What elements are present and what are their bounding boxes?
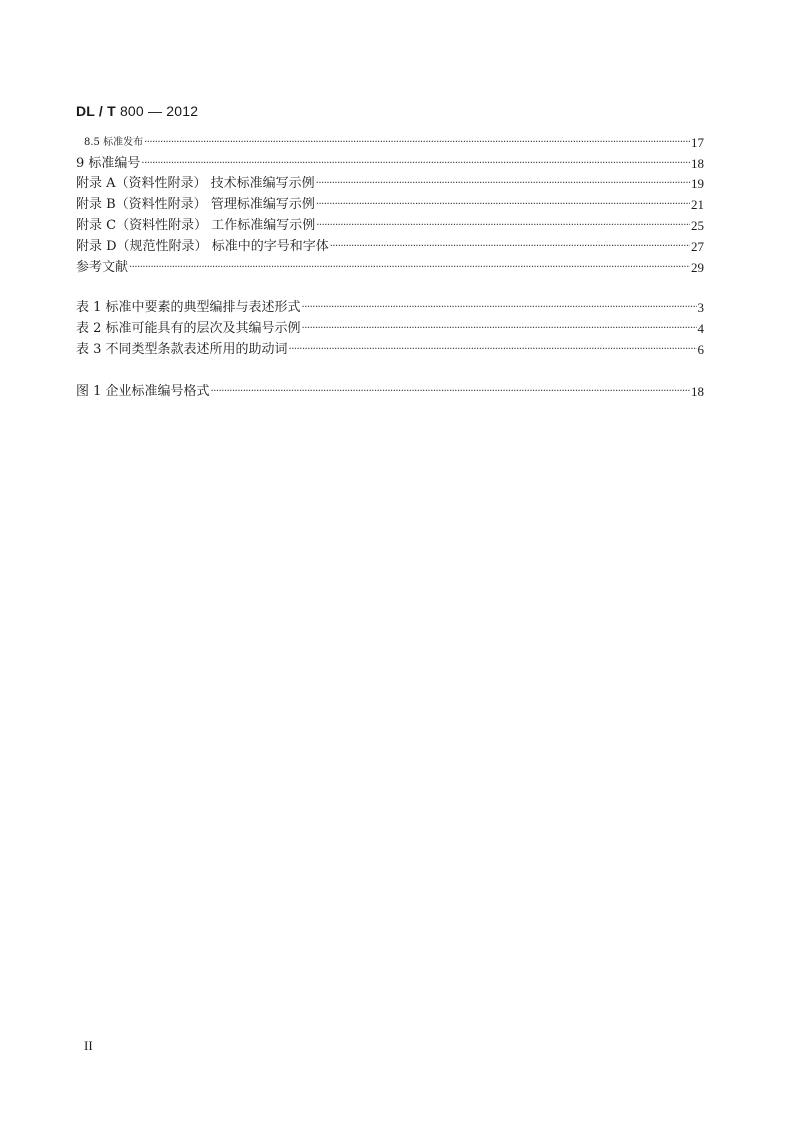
dot-leader [330,240,690,254]
toc-entry-appendix-c[interactable] [76,216,704,236]
toc-entry-label: 附录 C（资料性附录） 工作标准编写示例 [76,218,316,233]
toc-entry-label: 附录 D（规范性附录） 标准中的字号和字体 [76,239,329,254]
dot-leader [141,157,690,171]
toc-entry-appendix-d[interactable] [76,237,704,257]
table-entry-page: 4 [697,321,704,336]
figure-entry-page: 18 [691,384,704,399]
toc-entry-page: 17 [691,135,704,150]
toc-entry-page: 18 [691,156,704,171]
dot-leader [316,219,690,233]
toc-entry-page: 21 [691,197,704,212]
table-entry-label: 表 2 标准可能具有的层次及其编号示例 [76,321,301,336]
toc-entry-references[interactable] [76,258,704,278]
table-entry-page: 6 [697,342,704,357]
dot-leader [316,198,690,212]
toc-entry-label: 附录 B（资料性附录） 管理标准编写示例 [76,197,315,212]
toc-entry-label: 9 标准编号 [76,156,141,171]
page-number: II [84,1038,93,1053]
figure-list-entry-1[interactable] [76,382,704,402]
dot-leader [302,301,697,315]
dot-leader [302,322,697,336]
table-entry-label: 表 3 不同类型条款表述所用的助动词 [76,342,288,357]
table-entry-page: 3 [697,300,704,315]
table-list-entry-2[interactable] [76,319,704,339]
dot-leader [316,177,690,191]
dot-leader [144,136,690,150]
standard-prefix: DL / T [76,103,116,119]
toc-entry-label: 附录 A（资料性附录） 技术标准编写示例 [76,176,315,191]
table-entry-label: 表 1 标准中要素的典型编排与表述形式 [76,300,301,315]
toc-entry-label: 8.5 标准发布 [84,137,144,148]
document-header [76,103,198,119]
dot-leader [289,343,697,357]
toc-entry-page: 19 [691,176,704,191]
toc-entry-appendix-b[interactable] [76,195,704,215]
table-list-entry-1[interactable] [76,298,704,318]
toc-entry-8-5[interactable] [84,133,704,153]
toc-entry-appendix-a[interactable] [76,174,704,194]
standard-number: 800 — 2012 [119,103,199,119]
toc-entry-page: 29 [691,260,704,275]
toc-entry-page: 25 [691,218,704,233]
dot-leader [129,261,690,275]
table-list-entry-3[interactable] [76,340,704,360]
toc-entry-9[interactable] [76,154,704,174]
figure-entry-label: 图 1 企业标准编号格式 [76,384,210,399]
toc-entry-label: 参考文献 [76,260,129,275]
dot-leader [211,385,690,399]
toc-entry-page: 27 [691,239,704,254]
